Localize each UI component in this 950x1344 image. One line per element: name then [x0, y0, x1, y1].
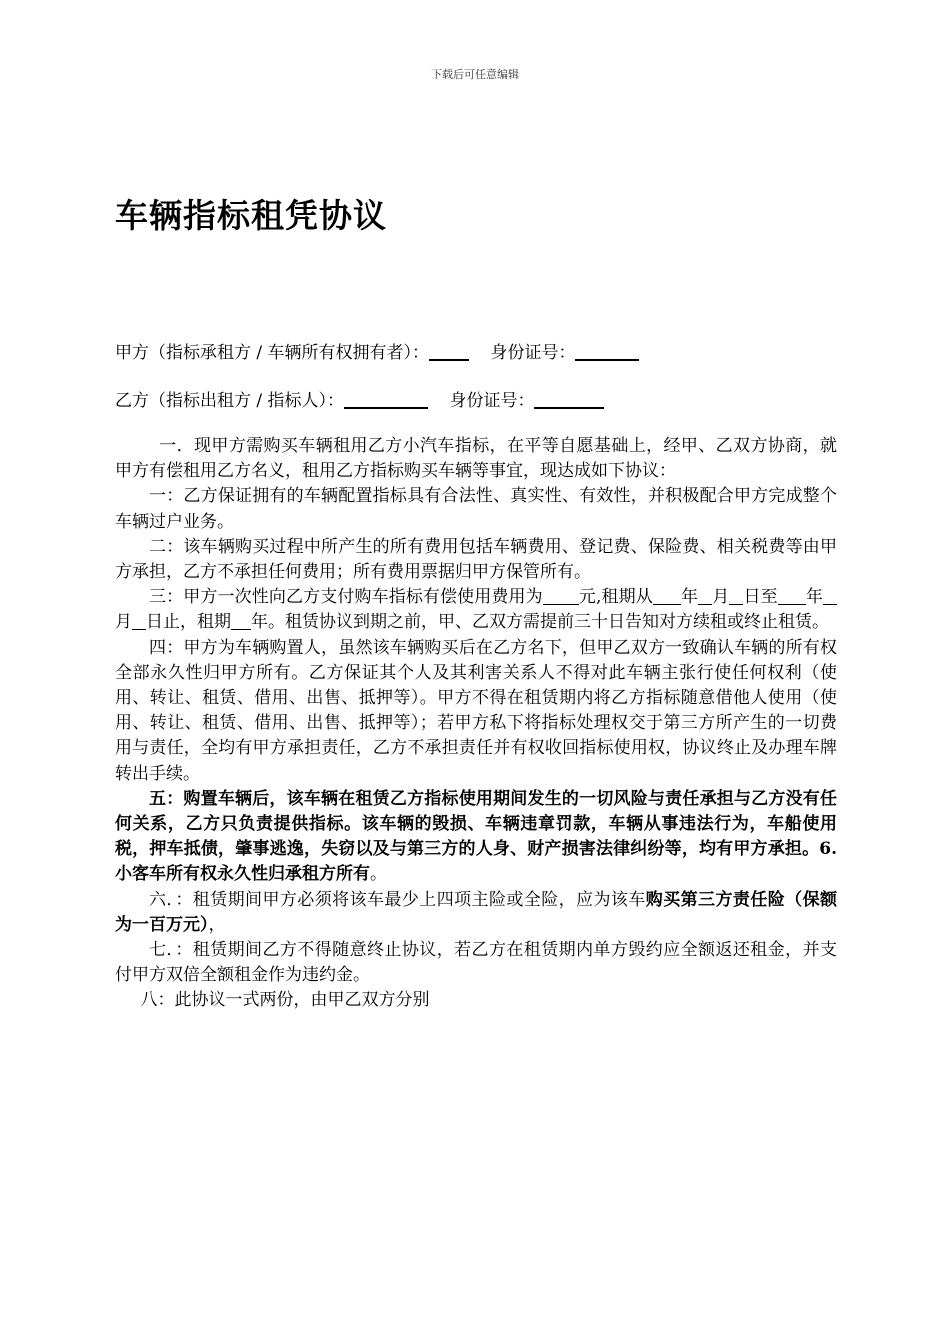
clause-6-end: ，: [208, 914, 226, 935]
document-title: 车辆指标租凭协议: [115, 196, 387, 235]
party-a-name-blank: [429, 342, 469, 361]
clause-intro: 一．现甲方需购买车辆租用乙方小汽车指标，在平等自愿基础上，经甲、乙双方协商，就甲方有偿租用乙方名义，租用乙方指标购买车辆等事宜，现达成如下协议：: [115, 436, 837, 482]
clause-8: 八：此协议一式两份，由甲乙双方分别: [140, 990, 430, 1011]
clause-3-text-h: 日止，租期: [146, 612, 231, 633]
clause-3-text-f: 年: [805, 587, 824, 608]
agreement-body: [115, 434, 837, 1014]
party-a-line: [115, 338, 639, 363]
clause-3-text-g: 月: [115, 612, 132, 633]
clause-6-bold: 购买第三方责任险（保额为一百万元）: [115, 889, 838, 935]
party-a-id-blank: [575, 342, 639, 361]
end-day-blank: [132, 612, 146, 630]
clause-3-text-i: 年。租赁协议到期之前，甲、乙双方需提前三十日告知对方续租或终止租赁。: [251, 612, 829, 633]
clause-6: [115, 888, 837, 938]
clause-3-text-d: 月: [712, 587, 730, 608]
clause-2: 二：该车辆购买过程中所产生的所有费用包括车辆费用、登记费、保险费、相关税费等由甲方承担，乙方不承担任何费用；所有费用票据归甲方保管所有。: [115, 536, 837, 583]
party-a-label: 甲方（指标承租方 / 车辆所有权拥有者）：: [115, 343, 430, 363]
party-b-id-blank: [534, 390, 604, 409]
clause-3: [115, 585, 837, 635]
fee-blank: [543, 587, 579, 605]
clause-7: 七．：租赁期间乙方不得随意终止协议，若乙方在租赁期内单方毁约应全额返还租金，并支付甲方双倍全额租金作为违约金。: [115, 940, 837, 986]
party-b-line: [115, 386, 604, 411]
start-day-blank: [729, 587, 743, 605]
clause-3-text-e: 日至: [743, 587, 778, 608]
end-year-blank: [778, 587, 806, 605]
clause-5: [115, 787, 837, 888]
term-years-blank: [231, 612, 251, 630]
clause-3-text-c: 年: [680, 587, 699, 608]
clause-3-text-a: 三：甲方一次性向乙方支付购车指标有偿使用费用为: [149, 587, 543, 608]
clause-5-text: 五：购置车辆后，该车辆在租赁乙方指标使用期间发生的一切风险与责任承担与乙方没有任何关系，乙方只负责提供指标。该车辆的毁损、车辆违章罚款，车辆从事违法行为，车船使用税，押车抵债，肇事逃逸，失窃以及与第三方的人身、财产损害法律纠纷等，均有甲方承担。6.小客车所有权永久性归承租方所有: [115, 788, 837, 885]
start-year-blank: [653, 587, 681, 605]
clause-4: 四：甲方为车辆购置人，虽然该车辆购买后在乙方名下，但甲乙双方一致确认车辆的所有权全部永久性归甲方所有。乙方保证其个人及其利害关系人不得对此车辆主张行使任何权利（使用、转让、租赁、借用、出售、抵押等）。甲方不得在租赁期内将乙方指标随意借他人使用（使用、转让、租赁、借用、出售、抵押等）；若甲方私下将指标处理权交于第三方所产生的一切费用与责任，全均有甲方承担责任，乙方不承担责任并有权收回指标使用权，协议终止及办理车牌转出手续。: [115, 637, 837, 784]
end-month-blank: [823, 587, 837, 605]
party-b-id-label: 身份证号：: [449, 391, 535, 411]
clause-3-text-b: 元,租期从: [578, 587, 653, 608]
party-b-name-blank: [344, 390, 428, 409]
header-note: 下载后可任意编辑: [431, 68, 519, 81]
clause-6-text: 六．：租赁期间甲方必须将该车最少上四项主险或全险，应为该车: [149, 889, 646, 910]
clause-5-end: 。: [370, 864, 387, 885]
party-b-label: 乙方（指标出租方 / 指标人）：: [115, 391, 345, 411]
clause-1: 一：乙方保证拥有的车辆配置指标具有合法性、真实性、有效性，并积极配合甲方完成整个车辆过户业务。: [115, 486, 837, 532]
start-month-blank: [698, 587, 712, 605]
party-a-id-label: 身份证号：: [490, 343, 576, 363]
